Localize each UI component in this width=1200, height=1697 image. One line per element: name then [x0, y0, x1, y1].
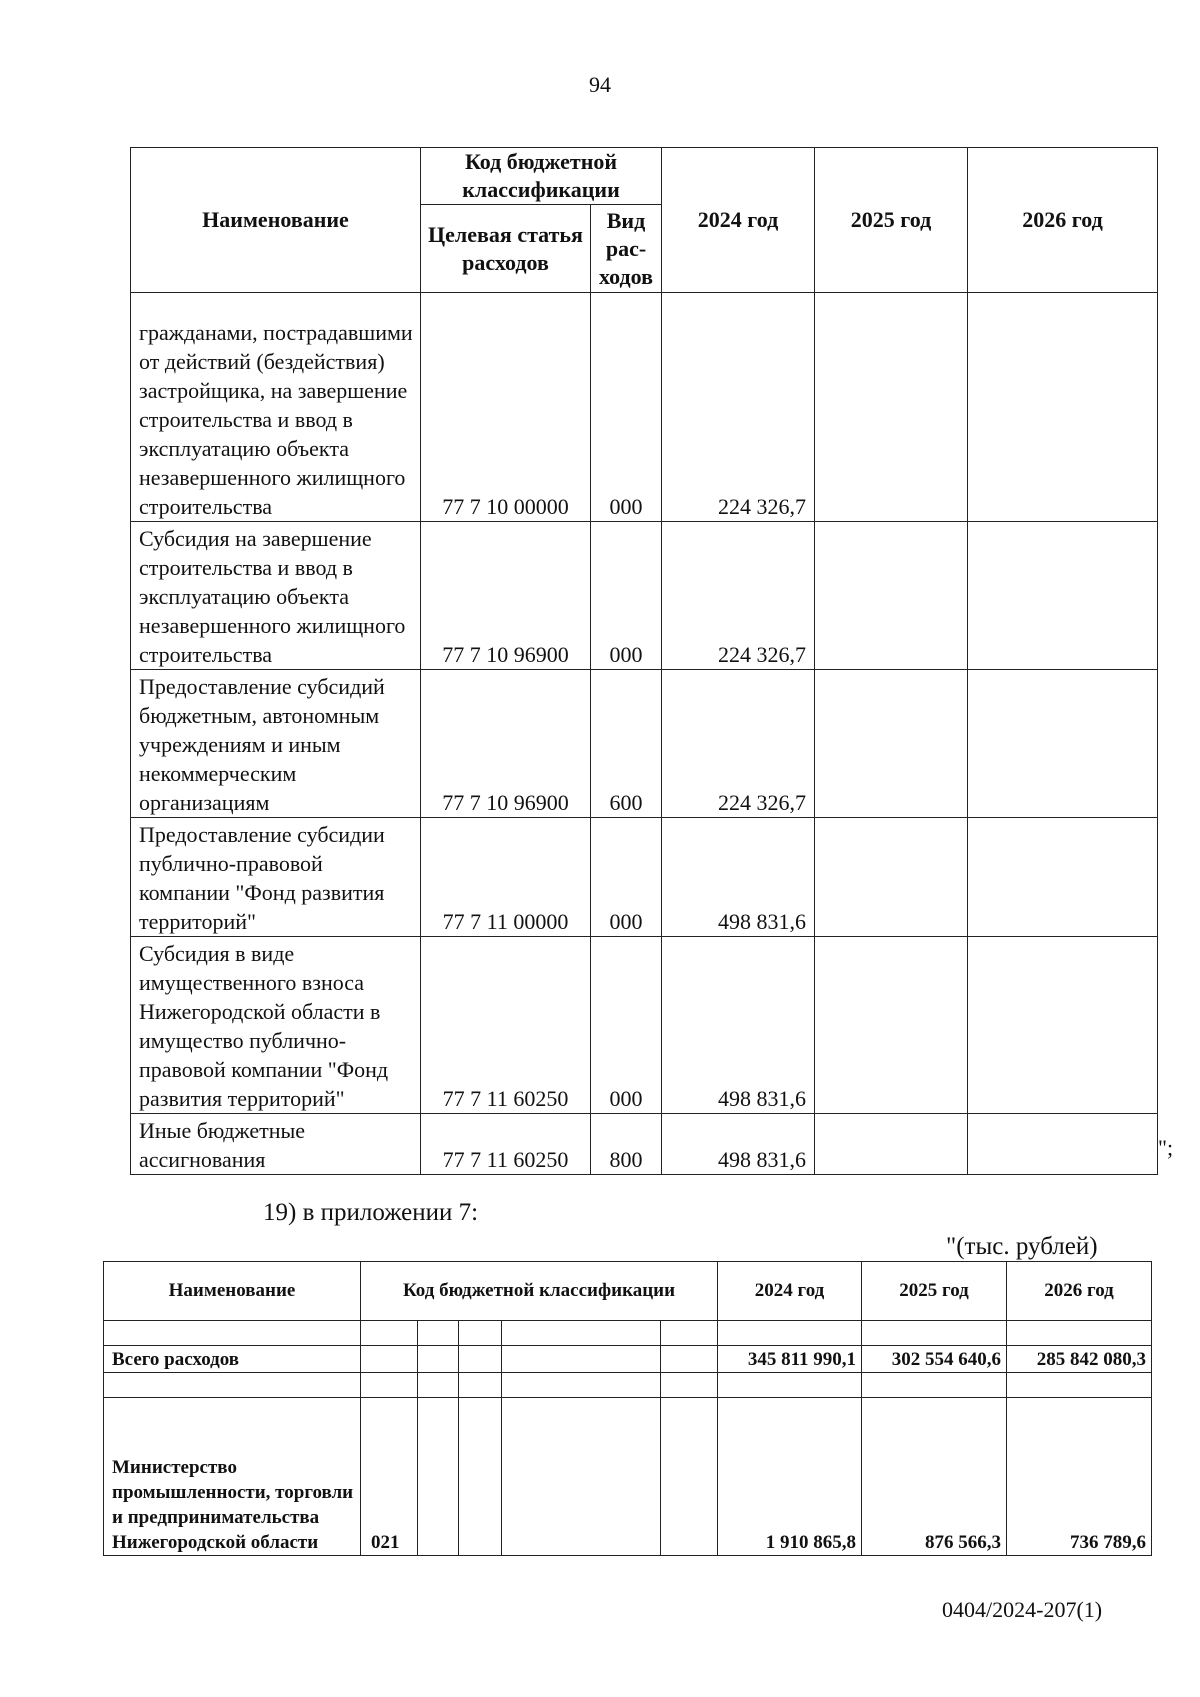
row-target: 77 7 11 00000 — [421, 818, 591, 937]
row-2026 — [968, 670, 1158, 818]
row-name: гражданами, пострадавшими от действий (бездействия) застройщика, на завершение строительства и ввод в эксплуатацию объекта незавершенного жилищного строительства — [131, 293, 421, 522]
empty-row — [104, 1321, 1152, 1346]
ministry-code: 021 — [361, 1398, 418, 1556]
row-2025 — [815, 522, 968, 670]
row-target: 77 7 10 96900 — [421, 522, 591, 670]
row-kind: 600 — [591, 670, 662, 818]
row-2025 — [815, 670, 968, 818]
page-number: 94 — [589, 72, 611, 97]
budget-table-appendix — [130, 147, 1158, 1175]
row-2024: 224 326,7 — [662, 670, 815, 818]
row-2025 — [815, 293, 968, 522]
table-row — [131, 670, 1158, 818]
row-kind: 000 — [591, 818, 662, 937]
ministry-2024: 1 910 865,8 — [718, 1398, 862, 1556]
row-name: Предоставление субсидии публично-правовой компании "Фонд развития территорий" — [131, 818, 421, 937]
row-kind: 000 — [591, 522, 662, 670]
row-2024: 224 326,7 — [662, 522, 815, 670]
row-name: Предоставление субсидий бюджетным, автономным учреждениям и иным некоммерческим организациям — [131, 670, 421, 818]
header-2026: 2026 год — [1007, 1262, 1152, 1321]
header-target-article: Целевая статья расходов — [421, 205, 591, 293]
header-name: Наименование — [131, 148, 421, 293]
row-target: 77 7 11 60250 — [421, 937, 591, 1114]
row-2024: 498 831,6 — [662, 818, 815, 937]
document-id: 0404/2024-207(1) — [942, 1597, 1103, 1622]
total-2024: 345 811 990,1 — [718, 1346, 862, 1373]
table-row — [131, 937, 1158, 1114]
row-2026 — [968, 818, 1158, 937]
header-code: Код бюджетной классификации — [361, 1262, 718, 1321]
row-kind: 000 — [591, 293, 662, 522]
table-row — [131, 522, 1158, 670]
total-2025: 302 554 640,6 — [862, 1346, 1007, 1373]
row-2026 — [968, 937, 1158, 1114]
row-2024: 498 831,6 — [662, 1114, 815, 1175]
row-target: 77 7 10 96900 — [421, 670, 591, 818]
row-2024: 498 831,6 — [662, 937, 815, 1114]
row-kind: 000 — [591, 937, 662, 1114]
row-2026 — [968, 293, 1158, 522]
ministry-name: Министерство промышленности, торговли и предпринимательства Нижегородской области — [104, 1398, 361, 1556]
header-2024: 2024 год — [718, 1262, 862, 1321]
row-target: 77 7 10 00000 — [421, 293, 591, 522]
ministry-2025: 876 566,3 — [862, 1398, 1007, 1556]
row-2024: 224 326,7 — [662, 293, 815, 522]
table-row — [131, 1114, 1158, 1175]
total-row — [104, 1346, 1152, 1373]
header-2024: 2024 год — [662, 148, 815, 293]
row-2026 — [968, 522, 1158, 670]
row-2026 — [968, 1114, 1158, 1175]
budget-table-appendix-7 — [103, 1261, 1152, 1556]
ministry-2026: 736 789,6 — [1007, 1398, 1152, 1556]
header-expense-kind: Вид рас-ходов — [591, 205, 662, 293]
header-2026: 2026 год — [968, 148, 1158, 293]
table-row — [131, 818, 1158, 937]
row-2025 — [815, 818, 968, 937]
header-name: Наименование — [104, 1262, 361, 1321]
closing-quote-mark: "; — [1158, 1135, 1174, 1160]
table-row — [104, 1398, 1152, 1556]
header-code-group: Код бюджетной классификации — [421, 148, 662, 205]
units-label: "(тыс. рублей) — [946, 1233, 1098, 1260]
table-row — [131, 293, 1158, 522]
row-2025 — [815, 937, 968, 1114]
total-name: Всего расходов — [104, 1346, 361, 1373]
row-kind: 800 — [591, 1114, 662, 1175]
header-2025: 2025 год — [862, 1262, 1007, 1321]
row-2025 — [815, 1114, 968, 1175]
section-title: 19) в приложении 7: — [263, 1199, 479, 1226]
row-name: Субсидия на завершение строительства и ввод в эксплуатацию объекта незавершенного жилищного строительства — [131, 522, 421, 670]
row-name: Иные бюджетные ассигнования — [131, 1114, 421, 1175]
total-2026: 285 842 080,3 — [1007, 1346, 1152, 1373]
empty-row — [104, 1373, 1152, 1398]
row-name: Субсидия в виде имущественного взноса Нижегородской области в имущество публично-правовой компании "Фонд развития территорий" — [131, 937, 421, 1114]
row-target: 77 7 11 60250 — [421, 1114, 591, 1175]
header-2025: 2025 год — [815, 148, 968, 293]
